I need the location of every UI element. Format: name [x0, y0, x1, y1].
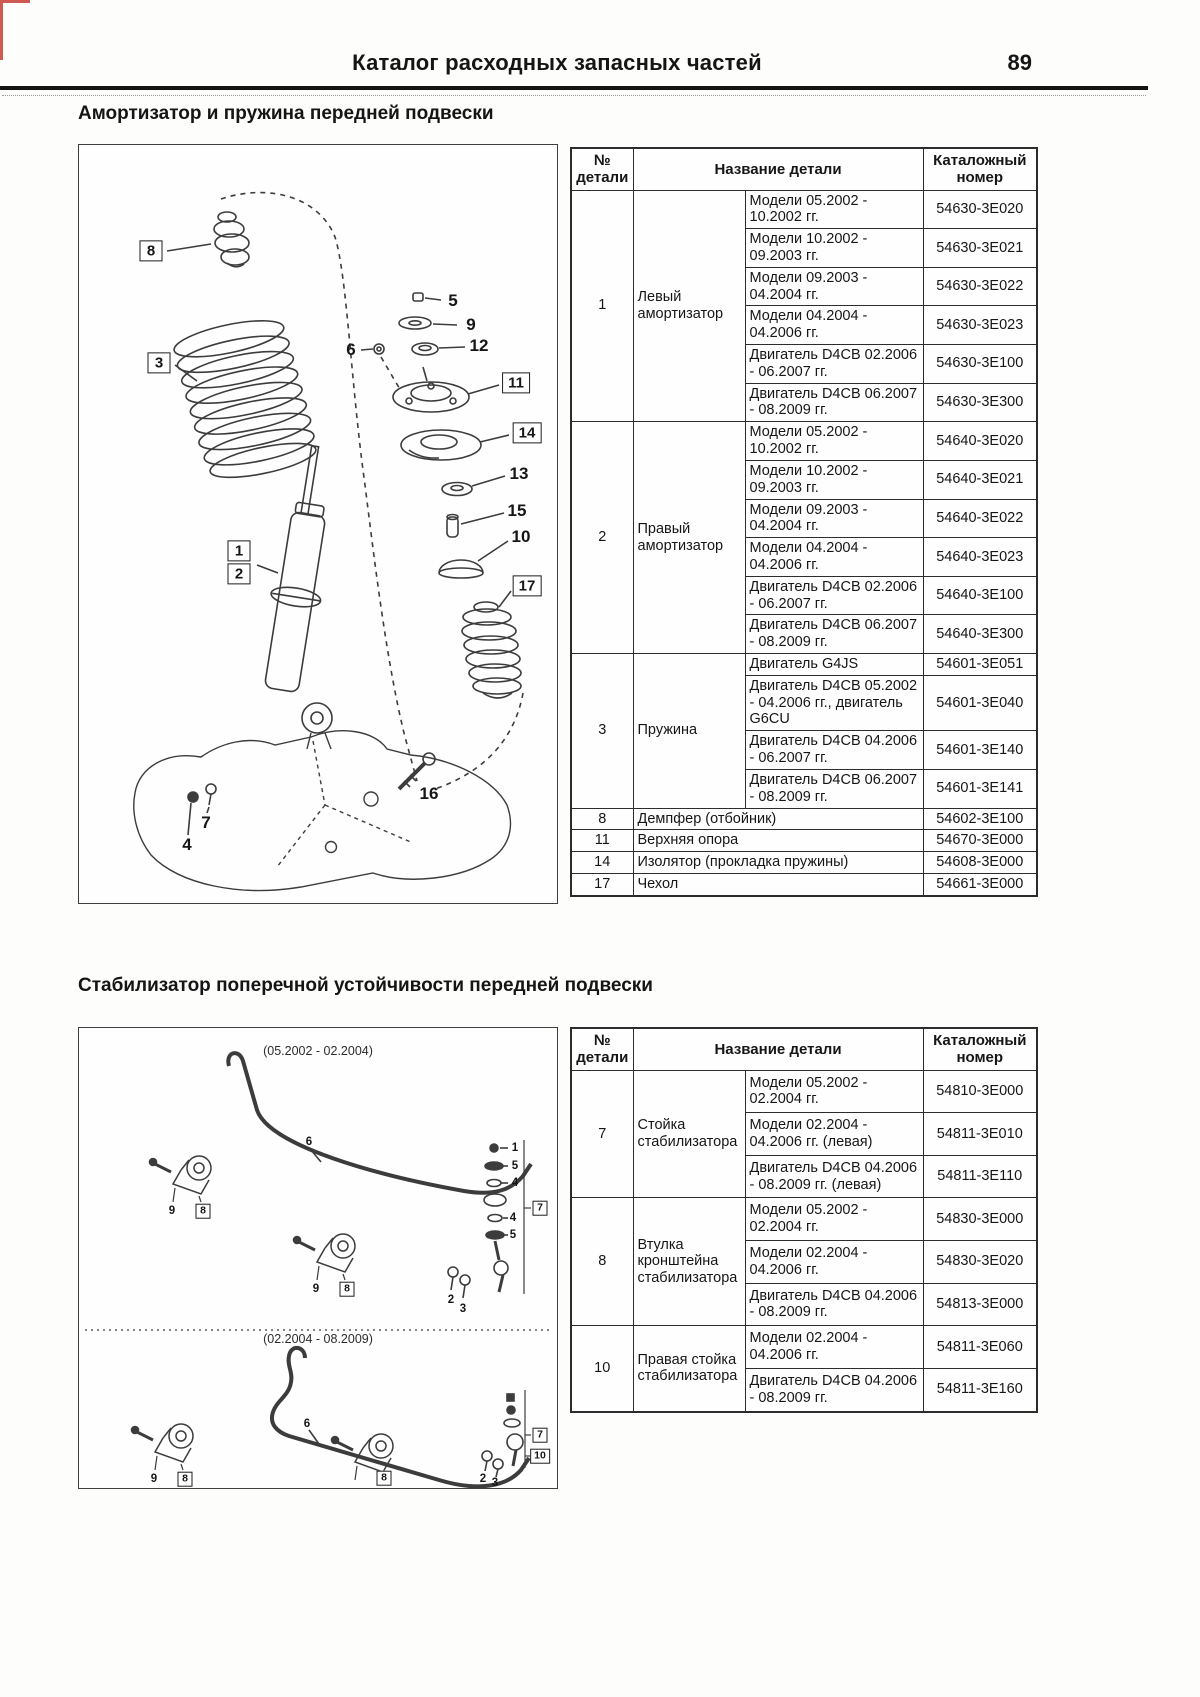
- cell-num: 10: [571, 1326, 633, 1412]
- cell-code: 54811-3E160: [923, 1368, 1037, 1411]
- cell-code: 54630-3E100: [923, 345, 1037, 384]
- cell-num: 1: [571, 190, 633, 422]
- cell-code: 54661-3E000: [923, 873, 1037, 895]
- cell-code: 54630-3E023: [923, 306, 1037, 345]
- cell-desc: Двигатель D4CB 06.2007 - 08.2009 гг.: [745, 615, 923, 654]
- diagram-callout-8: 8: [196, 1204, 211, 1219]
- diagram-callout-8: 8: [340, 1282, 355, 1297]
- diagram-callout-5: 5: [509, 1229, 517, 1241]
- cell-code: 54813-3E000: [923, 1283, 1037, 1326]
- diagram-callout-17: 17: [513, 575, 542, 596]
- cell-desc: Двигатель D4CB 04.2006 - 06.2007 гг.: [745, 731, 923, 770]
- cell-code: 54811-3E110: [923, 1155, 1037, 1198]
- cell-desc: Двигатель D4CB 04.2006 - 08.2009 гг.: [745, 1283, 923, 1326]
- cell-num: 3: [571, 654, 633, 809]
- cell-code: 54810-3E000: [923, 1070, 1037, 1113]
- cell-code: 54601-3E051: [923, 654, 1037, 676]
- diagram-callout-8: 8: [140, 240, 163, 261]
- header-rule: [0, 86, 1148, 90]
- diagram-callout-6: 6: [303, 1418, 311, 1430]
- cell-code: 54640-3E300: [923, 615, 1037, 654]
- cell-code: 54640-3E022: [923, 499, 1037, 538]
- stabilizer-diagram: [78, 1027, 558, 1489]
- cell-code: 54630-3E021: [923, 229, 1037, 268]
- diagram-callout-5: 5: [448, 291, 458, 310]
- cell-desc: Двигатель D4CB 05.2002 - 04.2006 гг., двигатель G6CU: [745, 675, 923, 730]
- cell-code: 54602-3E100: [923, 808, 1037, 830]
- cell-code: 54811-3E060: [923, 1326, 1037, 1369]
- diagram-callout-2: 2: [228, 563, 251, 584]
- diagram-callout-5: 5: [511, 1160, 519, 1172]
- diagram-callout-11: 11: [502, 372, 530, 393]
- cell-code: 54601-3E140: [923, 731, 1037, 770]
- cell-code: 54640-3E020: [923, 422, 1037, 461]
- construction-line: [381, 357, 401, 391]
- cell-desc: Модели 09.2003 - 04.2004 гг.: [745, 499, 923, 538]
- diagram-callout-8: 8: [377, 1471, 392, 1486]
- cell-desc: Модели 05.2002 - 02.2004 гг.: [745, 1070, 923, 1113]
- cell-num: 8: [571, 1198, 633, 1326]
- cell-desc: Модели 02.2004 - 04.2006 гг. (левая): [745, 1113, 923, 1156]
- cell-name: Правая стойка стабилизатора: [633, 1326, 745, 1412]
- cell-name: Демпфер (отбойник): [633, 808, 923, 830]
- construction-line: [221, 193, 417, 781]
- boot-drawing: [462, 591, 521, 698]
- cell-name: Изолятор (прокладка пружины): [633, 852, 923, 874]
- page-title: Каталог расходных запасных частей: [352, 50, 762, 75]
- cell-desc: Двигатель G4JS: [745, 654, 923, 676]
- cell-desc: Модели 02.2004 - 04.2006 гг.: [745, 1326, 923, 1369]
- col-header-catalog-number: Каталожный номер: [923, 1028, 1037, 1070]
- table-header-row: [571, 1028, 1037, 1070]
- diagram-callout-14: 14: [513, 422, 542, 443]
- cell-name: Правый амортизатор: [633, 422, 745, 654]
- diagram-callout-7: 7: [533, 1428, 548, 1443]
- diagram-callout-7: 7: [201, 813, 211, 832]
- cell-desc: Модели 05.2002 - 10.2002 гг.: [745, 190, 923, 229]
- cell-desc: Модели 05.2002 - 02.2004 гг.: [745, 1198, 923, 1241]
- cell-desc: Модели 10.2002 - 09.2003 гг.: [745, 460, 923, 499]
- diagram-callout-9: 9: [312, 1283, 320, 1295]
- diagram-callout-16: 16: [419, 784, 439, 803]
- diagram-caption-late: (02.2004 - 08.2009): [263, 1332, 373, 1346]
- diagram-callout-2: 2: [447, 1294, 455, 1306]
- cell-desc: Двигатель D4CB 02.2006 - 06.2007 гг.: [745, 345, 923, 384]
- cell-code: 54601-3E141: [923, 769, 1037, 808]
- cell-name: Втулка кронштейна стабилизатора: [633, 1198, 745, 1326]
- col-header-part-number: № детали: [571, 1028, 633, 1070]
- cell-desc: Двигатель D4CB 06.2007 - 08.2009 гг.: [745, 383, 923, 422]
- col-header-part-number: № детали: [571, 148, 633, 190]
- parts-row: [571, 422, 1037, 461]
- cell-code: 54601-3E040: [923, 675, 1037, 730]
- cell-code: 54640-3E023: [923, 538, 1037, 577]
- parts-row: [571, 654, 1037, 676]
- diagram-callout-15: 15: [507, 501, 527, 520]
- diagram-callout-2: 2: [479, 1473, 487, 1485]
- cell-code: 54830-3E000: [923, 1198, 1037, 1241]
- bump-stop-drawing: [214, 212, 249, 267]
- cell-num: 17: [571, 873, 633, 895]
- parts-row: [571, 873, 1037, 895]
- cell-code: 54640-3E021: [923, 460, 1037, 499]
- cell-desc: Модели 09.2003 - 04.2004 гг.: [745, 267, 923, 306]
- parts-row: [571, 852, 1037, 874]
- diagram-callout-7: 7: [533, 1201, 548, 1216]
- diagram-callout-3: 3: [148, 352, 171, 373]
- header-rule-shadow: [2, 95, 1146, 96]
- page-number: 89: [1007, 50, 1032, 75]
- cell-desc: Двигатель D4CB 02.2006 - 06.2007 гг.: [745, 576, 923, 615]
- cell-code: 54640-3E100: [923, 576, 1037, 615]
- col-header-catalog-number: Каталожный номер: [923, 148, 1037, 190]
- diagram-callout-4: 4: [511, 1177, 519, 1189]
- cell-name: Пружина: [633, 654, 745, 809]
- shock-absorber-drawing: [256, 443, 344, 694]
- cell-desc: Модели 10.2002 - 09.2003 гг.: [745, 229, 923, 268]
- diagram-callout-9: 9: [466, 315, 476, 334]
- diagram-caption-early: (05.2002 - 02.2004): [263, 1044, 373, 1058]
- cell-code: 54630-3E022: [923, 267, 1037, 306]
- cell-desc: Двигатель D4CB 04.2006 - 08.2009 гг.: [745, 1368, 923, 1411]
- scan-artifact: [0, 0, 3, 60]
- cell-num: 11: [571, 830, 633, 852]
- construction-line: [435, 693, 523, 789]
- table-header-row: [571, 148, 1037, 190]
- diagram-callout-4: 4: [182, 835, 192, 854]
- diagram-callout-1: 1: [511, 1142, 519, 1154]
- cell-code: 54630-3E300: [923, 383, 1037, 422]
- cell-code: 54811-3E010: [923, 1113, 1037, 1156]
- stabilizer-bar-drawing: [79, 1028, 557, 1488]
- parts-row: [571, 1198, 1037, 1241]
- cell-code: 54830-3E020: [923, 1241, 1037, 1284]
- coil-spring-drawing: [171, 312, 319, 486]
- cell-num: 14: [571, 852, 633, 874]
- cell-desc: Двигатель D4CB 06.2007 - 08.2009 гг.: [745, 769, 923, 808]
- diagram-callout-10: 10: [511, 527, 531, 546]
- cell-code: 54608-3E000: [923, 852, 1037, 874]
- diagram-callout-9: 9: [150, 1473, 158, 1485]
- parts-table-stabilizer: [570, 1027, 1038, 1413]
- parts-row: [571, 1070, 1037, 1113]
- cell-name: Чехол: [633, 873, 923, 895]
- diagram-callout-9: 9: [168, 1205, 176, 1217]
- section-title-shock-spring: Амортизатор и пружина передней подвески: [78, 103, 494, 124]
- diagram-callout-1: 1: [228, 540, 251, 561]
- parts-row: [571, 190, 1037, 229]
- cell-name: Стойка стабилизатора: [633, 1070, 745, 1198]
- diagram-callout-10: 10: [530, 1449, 550, 1464]
- diagram-callout-6: 6: [346, 340, 356, 359]
- cell-desc: Модели 05.2002 - 10.2002 гг.: [745, 422, 923, 461]
- diagram-callout-3: 3: [491, 1477, 499, 1489]
- diagram-callout-13: 13: [509, 464, 529, 483]
- diagram-callout-6: 6: [305, 1136, 313, 1148]
- cell-name: Верхняя опора: [633, 830, 923, 852]
- diagram-callout-4: 4: [509, 1212, 517, 1224]
- parts-row: [571, 830, 1037, 852]
- diagram-callout-12: 12: [469, 336, 489, 355]
- stabilizer-bar-bottom-drawing: [272, 1348, 531, 1486]
- shock-spring-diagram: [78, 144, 558, 904]
- section-title-stabilizer: Стабилизатор поперечной устойчивости передней подвески: [78, 975, 653, 996]
- cell-code: 54630-3E020: [923, 190, 1037, 229]
- parts-row: [571, 1326, 1037, 1369]
- cell-desc: Модели 02.2004 - 04.2006 гг.: [745, 1241, 923, 1284]
- diagram-callout-3: 3: [459, 1303, 467, 1315]
- col-header-part-name: Название детали: [633, 1028, 923, 1070]
- parts-table-shock-spring: [570, 147, 1038, 897]
- stabilizer-bar-top-drawing: [228, 1053, 531, 1298]
- diagram-callout-8: 8: [178, 1472, 193, 1487]
- cell-desc: Двигатель D4CB 04.2006 - 08.2009 гг. (левая): [745, 1155, 923, 1198]
- cell-desc: Модели 04.2004 - 04.2006 гг.: [745, 306, 923, 345]
- col-header-part-name: Название детали: [633, 148, 923, 190]
- cell-num: 8: [571, 808, 633, 830]
- cell-desc: Модели 04.2004 - 04.2006 гг.: [745, 538, 923, 577]
- cell-num: 2: [571, 422, 633, 654]
- cell-num: 7: [571, 1070, 633, 1198]
- cell-name: Левый амортизатор: [633, 190, 745, 422]
- scan-artifact: [0, 0, 30, 3]
- parts-row: [571, 808, 1037, 830]
- cell-code: 54670-3E000: [923, 830, 1037, 852]
